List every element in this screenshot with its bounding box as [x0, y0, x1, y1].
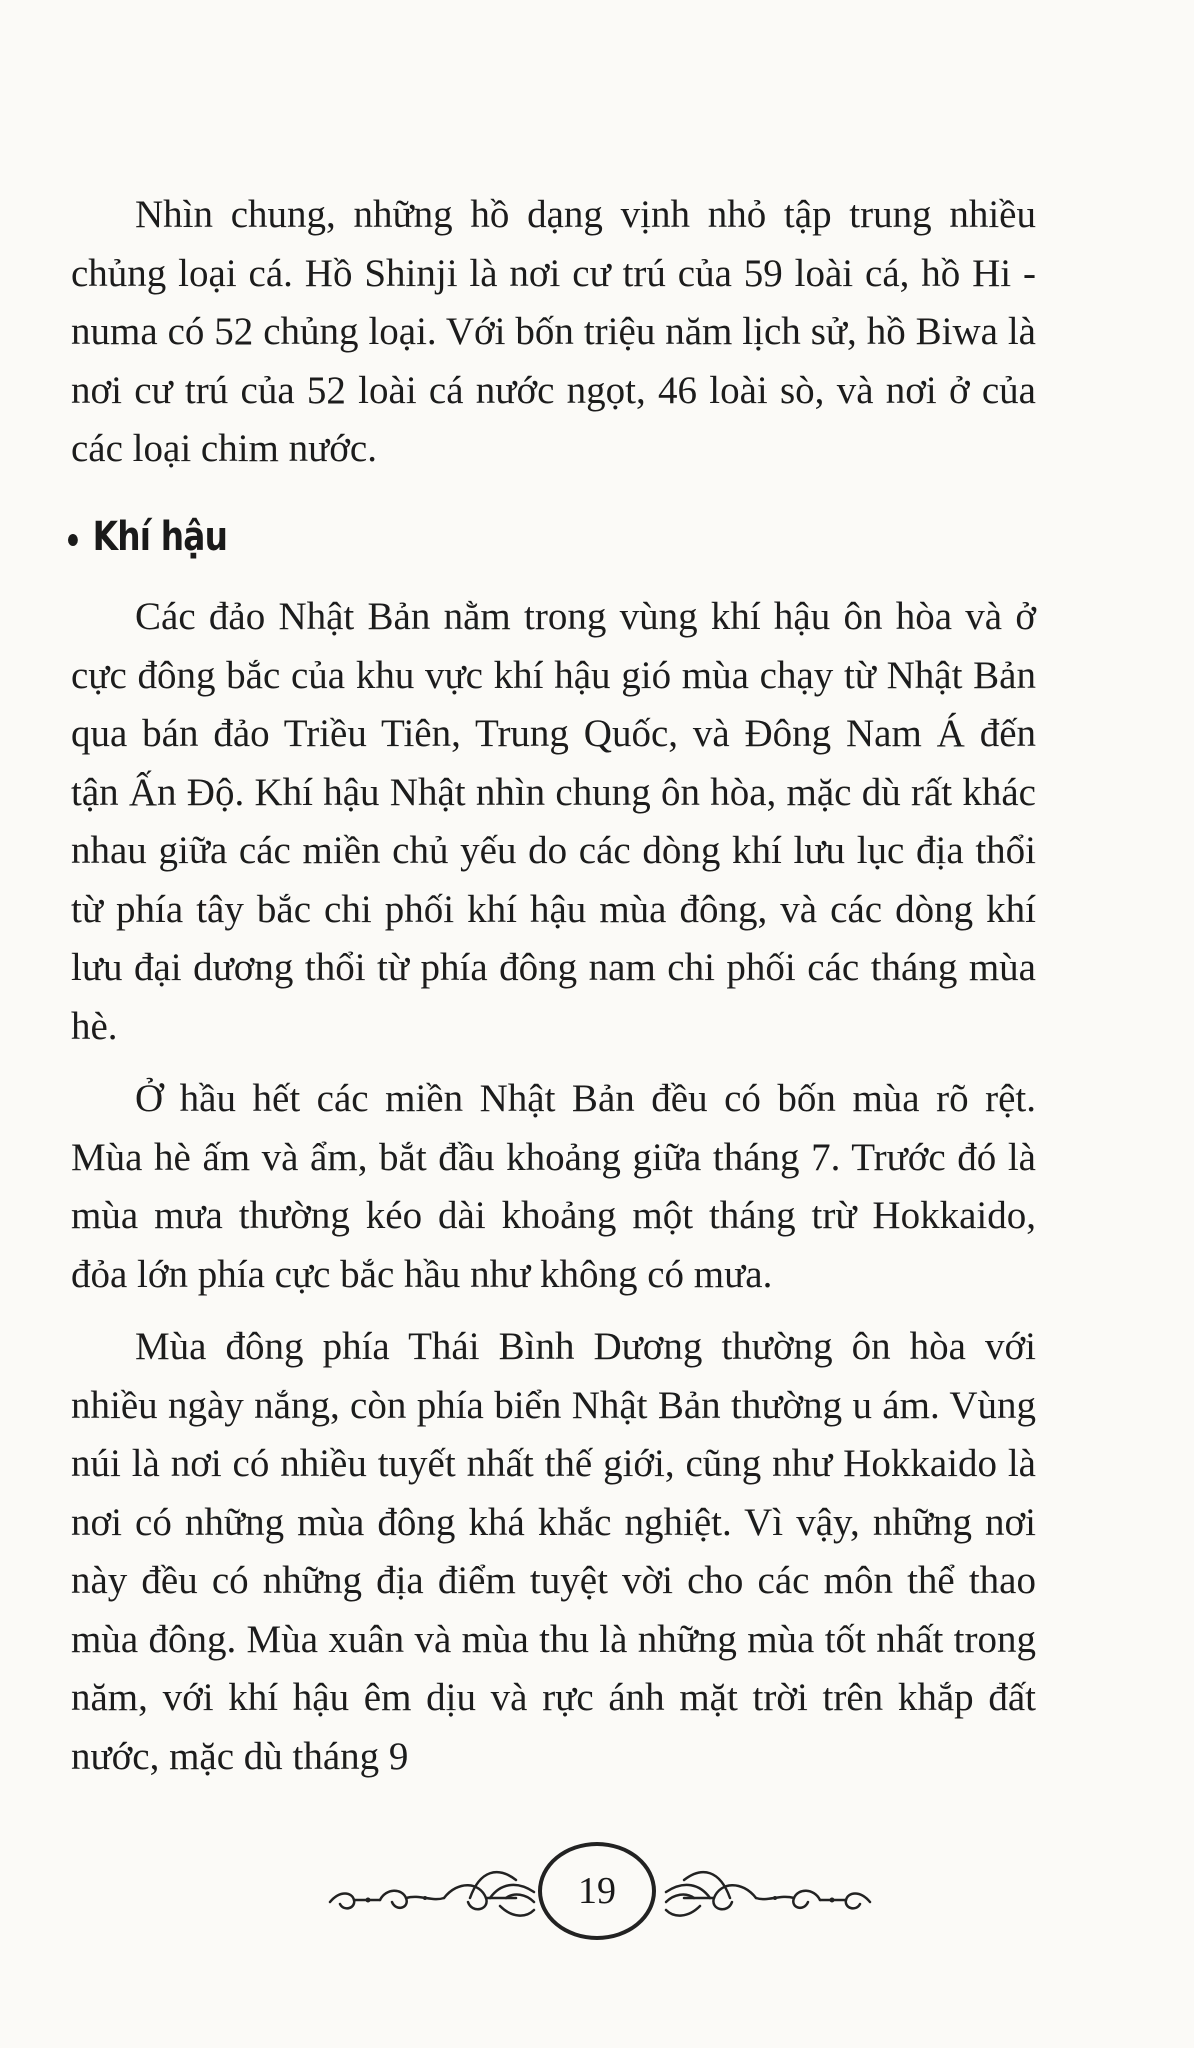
body-paragraph: Ở hầu hết các miền Nhật Bản đều có bốn mùa rõ rệt. Mùa hè ấm và ẩm, bắt đầu khoảng giữa tháng 7. Trước đó là mùa mưa thường kéo dài khoảng một tháng trừ Hokkaido, đỏa lớn phía cực bắc hầu như không có mưa.: [71, 1077, 1036, 1296]
section-heading-label: Khí hậu: [92, 514, 228, 560]
section-heading: [68, 514, 227, 560]
body-paragraph: Các đảo Nhật Bản nằm trong vùng khí hậu ôn hòa và ở cực đông bắc của khu vực khí hậu gió mùa chạy từ Nhật Bản qua bán đảo Triều Tiên, Trung Quốc, và Đông Nam Á đến tận Ấn Độ. Khí hậu Nhật nhìn chung ôn hòa, mặc dù rất khác nhau giữa các miền chủ yếu do các dòng khí lưu lục địa thổi từ phía tây bắc chi phối khí hậu mùa đông, và các dòng khí lưu đại dương thổi từ phía đông nam chi phối các tháng mùa hè.: [71, 595, 1036, 1048]
climate-text-block: [71, 588, 1036, 1786]
page-number: 19: [538, 1842, 656, 1940]
intro-paragraph: Nhìn chung, những hồ dạng vịnh nhỏ tập trung nhiều chủng loại cá. Hồ Shinji là nơi cư trú của 59 loài cá, hồ Hi - numa có 52 chủng loại. Với bốn triệu năm lịch sử, hồ Biwa là nơi cư trú của 52 loài cá nước ngọt, 46 loài sò, và nơi ở của các loại chim nước.: [71, 193, 1036, 470]
intro-text-block: [71, 186, 1036, 479]
body-paragraph: Mùa đông phía Thái Bình Dương thường ôn hòa với nhiều ngày nắng, còn phía biển Nhật Bản thường u ám. Vùng núi là nơi có nhiều tuyết nhất thế giới, cũng như Hokkaido là nơi có những mùa đông khá khắc nghiệt. Vì vậy, những nơi này đều có những địa điểm tuyệt vời cho các môn thể thao mùa đông. Mùa xuân và mùa thu là những mùa tốt nhất trong năm, với khí hậu êm dịu và rực ánh mặt trời trên khắp đất nước, mặc dù tháng 9: [71, 1325, 1036, 1778]
page-footer: [320, 1840, 880, 1950]
bullet-icon: [68, 534, 78, 546]
